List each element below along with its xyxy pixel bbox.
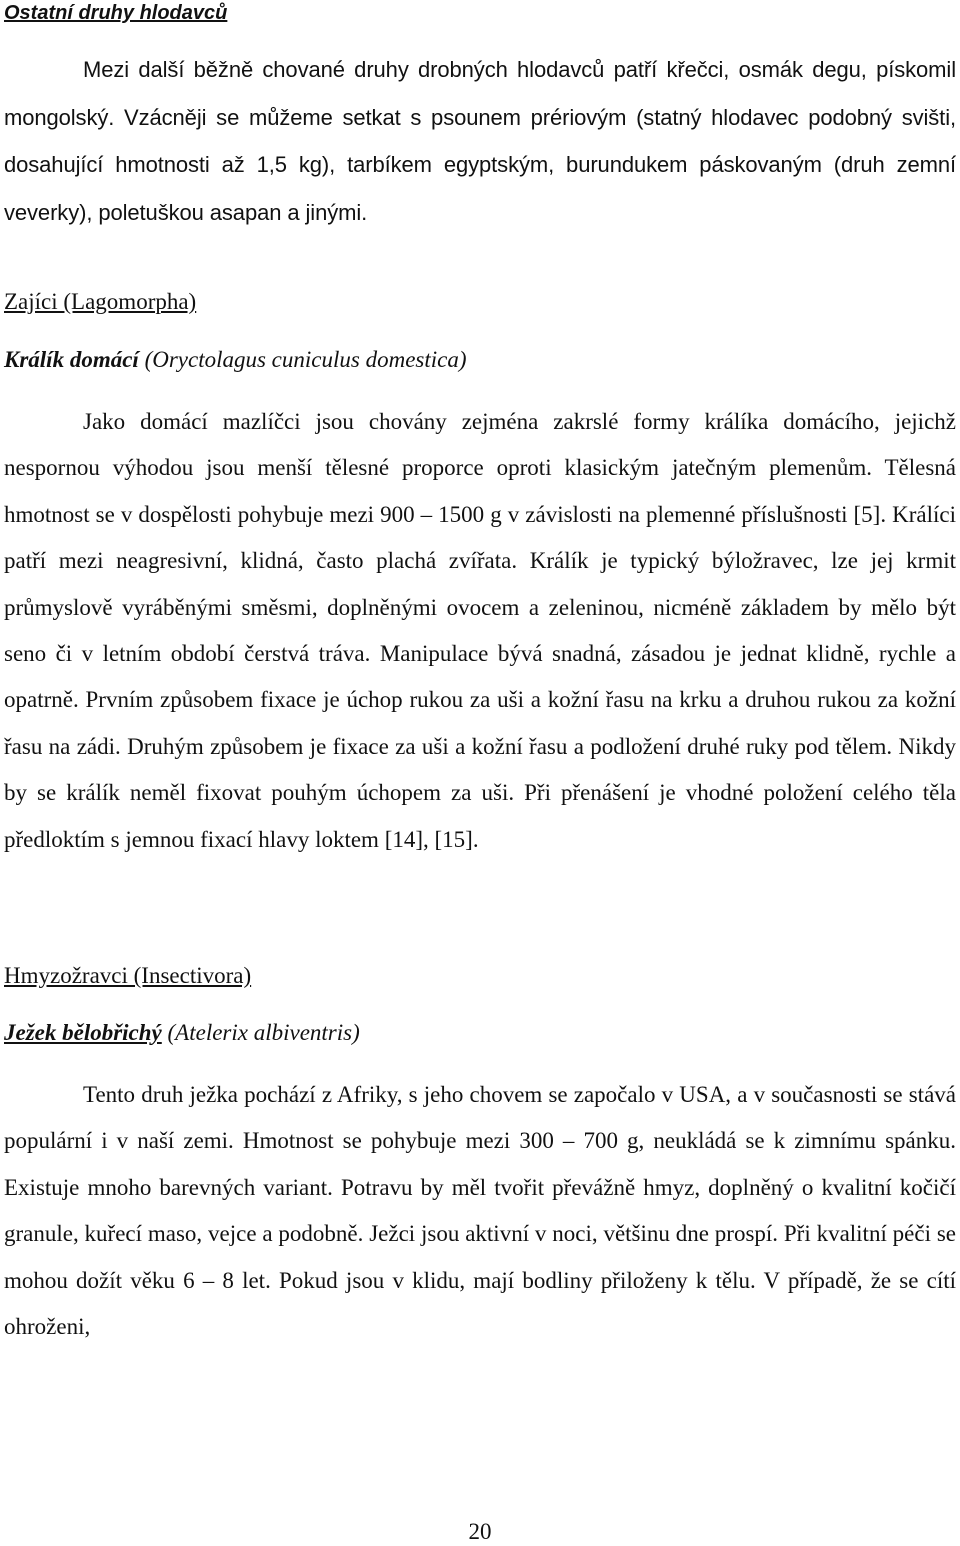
paragraph-other-rodents: Mezi další běžně chované druhy drobných hlodavců patří křečci, osmák degu, pískomil mongolský. Vzácněji se můžeme setkat s psounem prériovým (statný hlodavec podobný svišti, dosahující hmotnosti až 1,5 kg), tarbíkem egyptským, burundukem páskovaným (druh zemní veverky), poletuškou asapan a jinými. [4, 57, 956, 225]
species-common-name: Ježek bělobřichý [4, 1020, 162, 1045]
species-heading-rabbit [4, 346, 467, 374]
species-common-name: Králík domácí [4, 347, 139, 372]
paragraph-hedgehog: Tento druh ježka pochází z Afriky, s jeho chovem se započalo v USA, a v současnosti se stává populární i v naší zemi. Hmotnost se pohybuje mezi 300 – 700 g, neukládá se k zimnímu spánku. Existuje mnoho barevných variant. Potravu by měl tvořit převážně hmyz, doplněný o kvalitní kočičí granule, kuřecí maso, vejce a podobně. Ježci jsou aktivní v noci, většinu dne prospí. Při kvalitní péči se mohou dožít věku 6 – 8 let. Pokud jsou v klidu, mají bodliny přiloženy k tělu. V případě, že se cítí ohroženi, [4, 1082, 956, 1340]
paragraph-rabbit: Jako domácí mazlíčci jsou chovány zejména zakrslé formy králíka domácího, jejichž nespornou výhodou jsou menší tělesné proporce oproti klasickým jatečným plemenům. Tělesná hmotnost se v dospělosti pohybuje mezi 900 – 1500 g v závislosti na plemenné příslušnosti [5]. Králíci patří mezi neagresivní, klidná, často plachá zvířata. Králík je typický býložravec, lze jej krmit průmyslově vyráběnými směsmi, doplněnými ovocem a zeleninou, nicméně základem by mělo být seno či v letním období čerstvá tráva. Manipulace bývá snadná, zásadou je jednat klidně, rychle a opatrně. Prvním způsobem fixace je úchop rukou za uši a kožní řasu na krku a druhou rukou za kožní řasu na zádi. Druhým způsobem je fixace za uši a kožní řasu a podložení druhé ruky pod tělem. Nikdy by se králík neměl fixovat pouhým úchopem za uši. Při přenášení je vhodné položení celého těla předloktím s jemnou fixací hlavy loktem [14], [15]. [4, 409, 956, 852]
section-heading-other-rodents: Ostatní druhy hlodavců [4, 2, 228, 24]
group-heading-lagomorpha: Zajíci (Lagomorpha) [4, 289, 197, 314]
species-latin-name: (Atelerix albiventris) [167, 1020, 360, 1045]
group-heading-insectivora: Hmyzožravci (Insectivora) [4, 963, 252, 988]
species-latin-name: (Oryctolagus cuniculus domestica) [144, 347, 467, 372]
species-heading-hedgehog [4, 1019, 360, 1047]
page-number: 20 [468, 1519, 492, 1544]
